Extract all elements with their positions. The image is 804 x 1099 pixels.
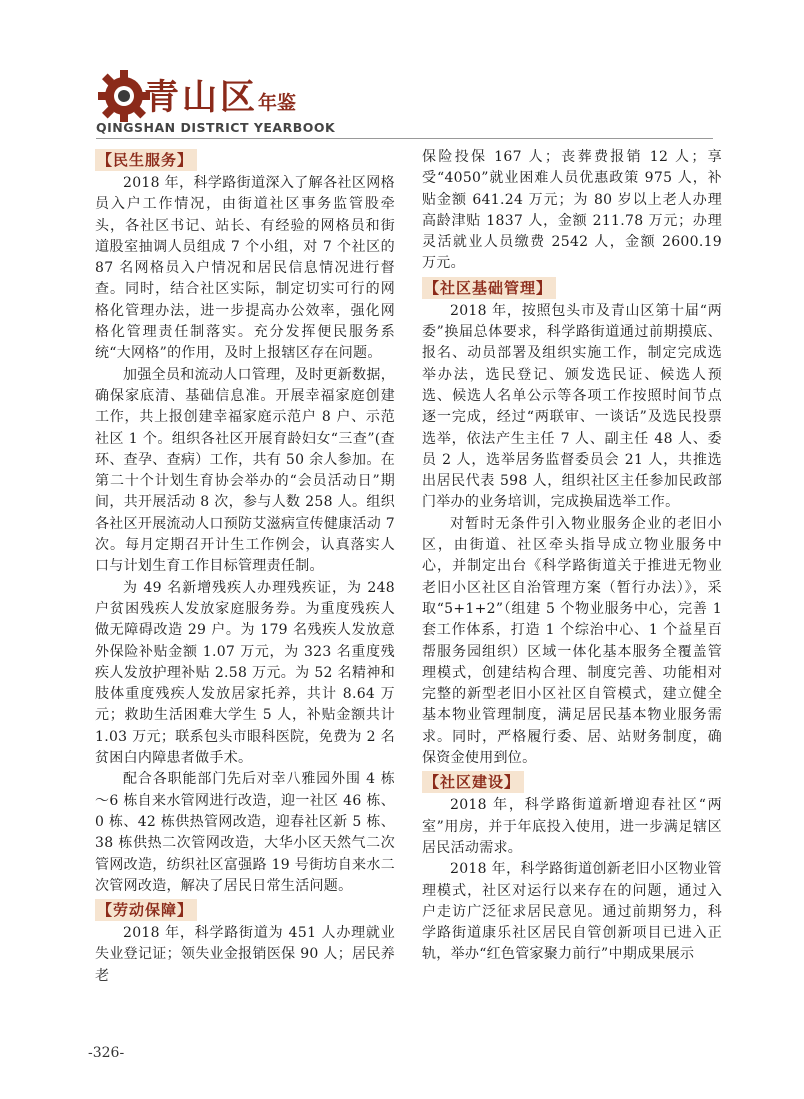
section-heading-livelihood: 【民生服务】	[95, 147, 395, 173]
paragraph: 2018 年，科学路街道深入了解各社区网格员入户工作情况，由街道社区事务监管股牵头，各社区书记、站长、有经验的网格员和街道股室抽调人员组成 7 个小组，对 7 个社区的 87 名网格员入户情况和居民信息情况进行督查。同时，结合社区实际，制定切实可行的网格化管理办法，进一步提高办公效率，强化网格化管理责任制落实。充分发挥便民服务系统“大网格”的作用，及时上报辖区存在问题。	[95, 175, 395, 362]
title-main: 青山区	[144, 77, 259, 118]
paragraph: 2018 年，科学路街道新增迎春社区“两室”用房，并于年底投入使用，进一步满足辖区居民活动需求。	[422, 797, 722, 856]
section-heading-community-management: 【社区基础管理】	[422, 275, 722, 301]
right-column	[422, 147, 722, 966]
page-header	[96, 50, 756, 140]
paragraph: 为 49 名新增残疾人办理残疾证，为 248 户贫困残疾人发放家庭服务券。为重度残疾人做无障碍改造 29 户。为 179 名残疾人发放意外保险补贴金额 1.07 万元，为 323 名重度残疾人发放护理补贴 2.58 万元。为 52 名精神和肢体重度残疾人发放居家托养，共计 8.64 万元；救助生活困难大学生 5 人，补贴金额共计 1.03 万元；联系包头市眼科医院，免费为 2 名贫困白内障患者做手术。	[95, 579, 395, 767]
page-number: -326-	[88, 1045, 125, 1061]
paragraph: 对暂时无条件引入物业服务企业的老旧小区，由街道、社区牵头指导成立物业服务中心，并制定出台《科学路街道关于推进无物业老旧小区社区自治管理方案（暂行办法）》，采取“5+1+2”（组建 5 个物业服务中心，完善 1 套工作体系，打造 1 个综治中心、1 个益星百帮服务园组织）区域一体化基本服务全覆盖管理模式，创建结构合理、制度完善、功能相对完整的新型老旧小区社区自管模式，建立健全基本物业管理制度，满足居民基本物业服务需求。同时，严格履行委、居、站财务制度，确保资金使用到位。	[422, 515, 722, 767]
paragraph-continued: 保险投保 167 人；丧葬费报销 12 人；享受“4050”就业困难人员优惠政策 975 人，补贴金额 641.24 万元；为 80 岁以上老人办理高龄津贴 1837 人，金额 211.78 万元；办理灵活就业人员缴费 2542 人，金额 2600.19 万元。	[422, 149, 722, 272]
paragraph: 2018 年，按照包头市及青山区第十届“两委”换届总体要求，科学路街道通过前期摸底、报名、动员部署及组织实施工作，制定完成选举办法，选民登记、颁发选民证、候选人预选、候选人名单公示等各项工作按照时间节点逐一完成，经过“两联审、一谈话”及选民投票选举，依法产生主任 7 人、副主任 48 人、委员 2 人，选举居务监督委员会 21 人，共推选出居民代表 598 人，组织社区主任参加民政部门举办的业务培训，完成换届选举工作。	[422, 302, 722, 511]
left-column	[95, 147, 395, 987]
paragraph: 2018 年，科学路街道为 451 人办理就业失业登记证；领失业金报销医保 90 人；居民养老	[95, 925, 395, 984]
header-divider	[96, 138, 713, 139]
section-heading-community-building: 【社区建设】	[422, 769, 722, 795]
title-suffix: 年鉴	[258, 92, 297, 114]
yearbook-subtitle: QINGSHAN DISTRICT YEARBOOK	[96, 120, 336, 135]
section-heading-labor: 【劳动保障】	[95, 897, 395, 923]
paragraph: 加强全员和流动人口管理，及时更新数据，确保家底清、基础信息准。开展幸福家庭创建工作，共上报创建幸福家庭示范户 8 户、示范社区 1 个。组织各社区开展育龄妇女“三查”(查环、查孕、查病）工作，共有 50 余人参加。在第二十个计划生育协会举办的“会员活动日”期间，共开展活动 8 次，参与人数 258 人。组织各社区开展流动人口预防艾滋病宣传健康活动 7 次。每月定期召开计生工作例会，认真落实人口与计划生育工作目标管理责任制。	[95, 366, 395, 575]
paragraph: 2018 年，科学路街道创新老旧小区物业管理模式，社区对运行以来存在的问题，通过入户走访广泛征求居民意见。通过前期努力，科学路街道康乐社区居民自管创新项目已进入正轨，举办“红色管家聚力前行”中期成果展示	[422, 861, 722, 963]
paragraph: 配合各职能部门先后对幸八雅园外围 4 栋～6 栋自来水管网进行改造，迎一社区 46 栋、0 栋、42 栋供热管网改造，迎春社区新 5 栋、38 栋供热二次管网改造，大华小区天然气二次管网改造，纺织社区富强路 19 号街坊自来水二次管网改造，解决了居民日常生活问题。	[95, 771, 395, 894]
yearbook-title	[144, 70, 296, 120]
